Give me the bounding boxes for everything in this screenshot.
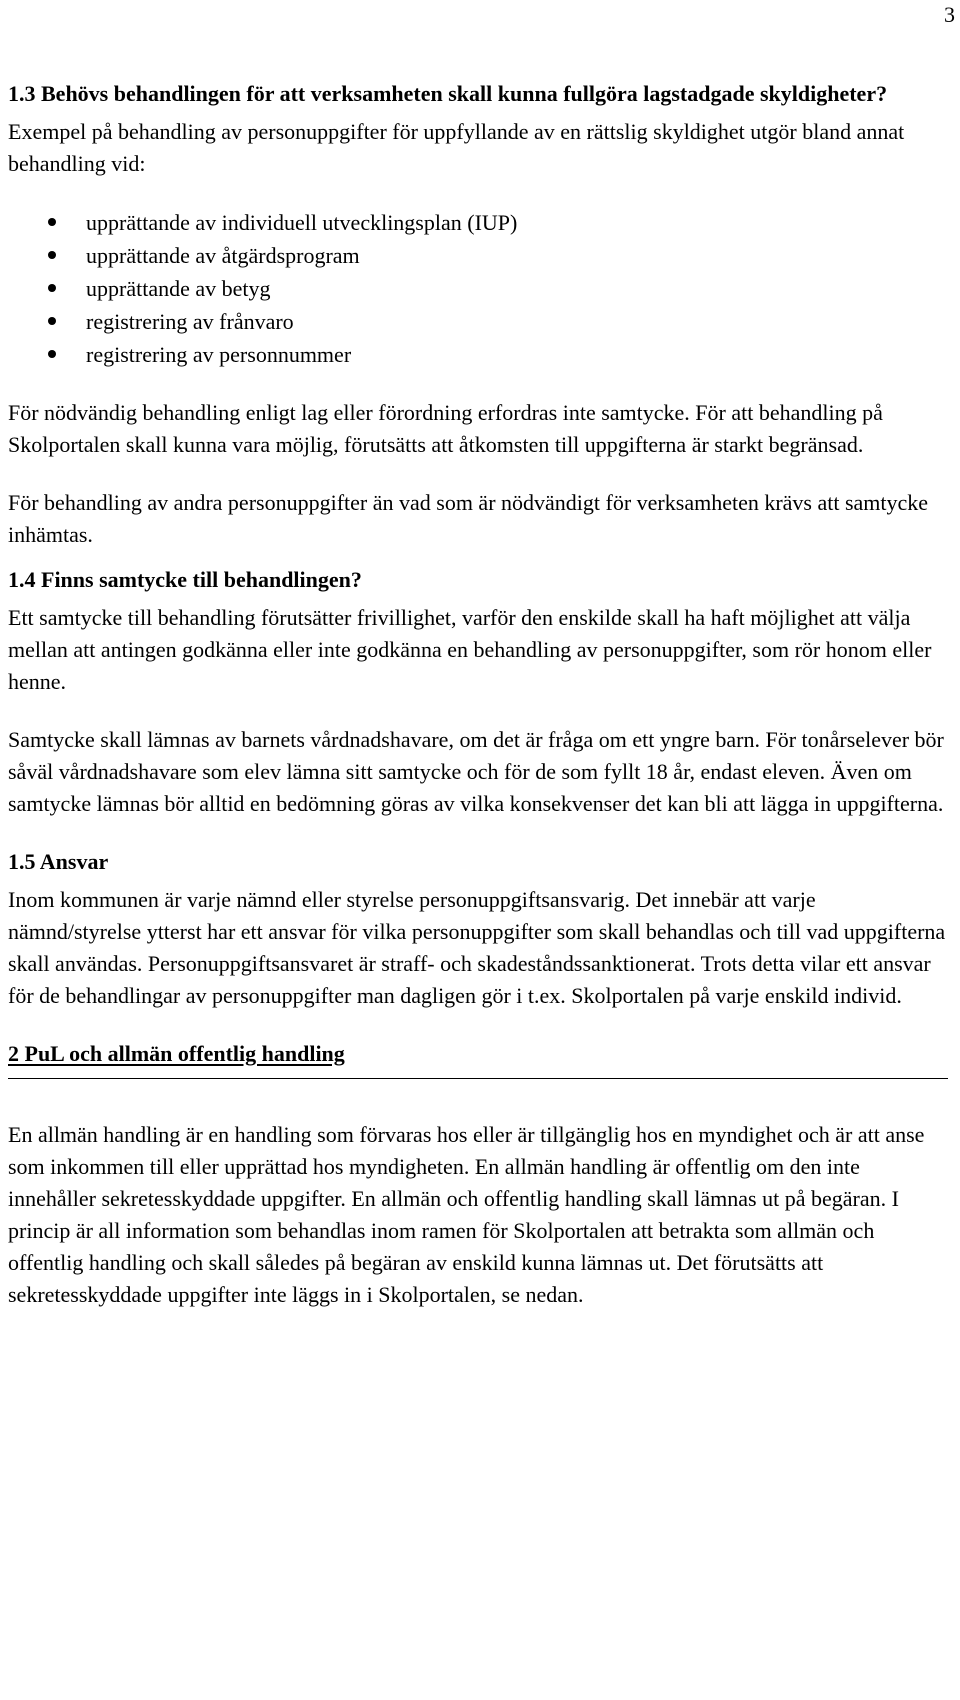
section-2-heading-text: 2 PuL och allmän offentlig handling [8,1041,345,1066]
section-1-4-heading: 1.4 Finns samtycke till behandlingen? [8,567,362,592]
list-item: upprättande av åtgärdsprogram [48,239,948,272]
section-1-5-heading: 1.5 Ansvar [8,849,109,874]
section-1-5 [8,846,948,1012]
section-1-3 [8,78,948,551]
section-2-heading [8,1038,948,1079]
section-1-3-heading: 1.3 Behövs behandlingen för att verksamheten skall kunna fullgöra lagstadgade skyldigheter? [8,81,888,106]
section-1-3-intro: Exempel på behandling av personuppgifter för uppfyllande av en rättslig skyldighet utgör bland annat behandling vid: [8,119,905,176]
section-1-5-paragraph-1: Inom kommunen är varje nämnd eller styrelse personuppgiftsansvarig. Det innebär att varje nämnd/styrelse ytterst har ett ansvar för vilka personuppgifter som skall behandlas och till vad uppgifterna skall användas. Personuppgiftsansvaret är straff- och skadeståndssanktionerat. Trots detta vilar ett ansvar för de behandlingar av personuppgifter man dagligen gör i t.ex. Skolportalen på varje enskild individ. [8,887,946,1008]
section-1-4 [8,564,948,820]
list-item: registrering av personnummer [48,338,948,371]
page-number: 3 [944,2,955,27]
section-2 [8,1038,948,1311]
section-2-paragraph-1: En allmän handling är en handling som förvaras hos eller är tillgänglig hos en myndighet och är att anse som inkommen till eller upprättad hos myndigheten. En allmän handling är offentlig om den inte innehåller sekretesskyddade uppgifter. En allmän och offentlig handling skall lämnas ut på begäran. I princip är all information som behandlas inom ramen för Skolportalen att betrakta som allmän och offentlig handling och skall således på begäran av enskild kunna lämnas ut. Det förutsätts att sekretesskyddade uppgifter inte läggs in i Skolportalen, se nedan. [8,1122,925,1307]
section-1-4-paragraph-2: Samtycke skall lämnas av barnets vårdnadshavare, om det är fråga om ett yngre barn. För tonårselever bör såväl vårdnadshavare som elev lämna sitt samtycke och för de som fyllt 18 år, endast eleven. Även om samtycke lämnas bör alltid en bedömning göras av vilka konsekvenser det kan bli att lägga in uppgifterna. [8,727,944,816]
list-item: upprättande av betyg [48,272,948,305]
document-body [8,78,948,1311]
section-1-3-paragraph-2: För behandling av andra personuppgifter än vad som är nödvändigt för verksamheten krävs att samtycke inhämtas. [8,490,929,547]
list-item: upprättande av individuell utvecklingsplan (IUP) [48,206,948,239]
list-item: registrering av frånvaro [48,305,948,338]
bullet-list [8,206,948,371]
section-1-4-paragraph-1: Ett samtycke till behandling förutsätter frivillighet, varför den enskilde skall ha haft möjlighet att välja mellan att antingen godkänna eller inte godkänna en behandling av personuppgifter, som rör honom eller henne. [8,605,932,694]
section-1-3-paragraph-1: För nödvändig behandling enligt lag eller förordning erfordras inte samtycke. För att behandling på Skolportalen skall kunna vara möjlig, förutsätts att åtkomsten till uppgifterna är starkt begränsad. [8,400,883,457]
